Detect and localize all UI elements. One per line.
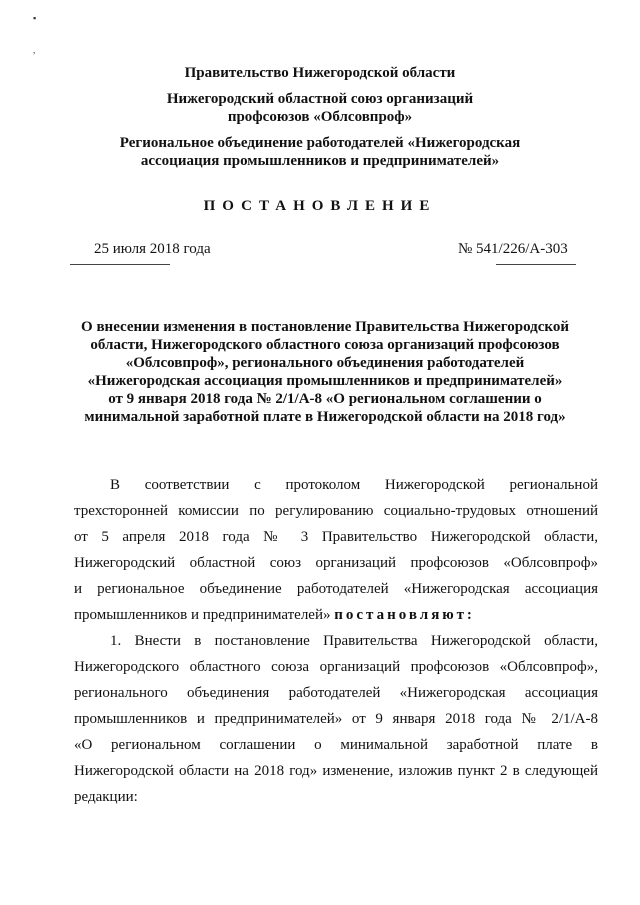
subject-line: от 9 января 2018 года № 2/1/А-8 «О региональном соглашении о xyxy=(108,391,542,407)
subject-line: О внесении изменения в постановление Правительства Нижегородской xyxy=(81,319,569,335)
body-line: Нижегородской области на 2018 год» изменение, изложив пункт 2 в следующей xyxy=(74,763,598,779)
subject-line: минимальной заработной плате в Нижегородской области на 2018 год» xyxy=(84,409,566,425)
header-government: Правительство Нижегородской области xyxy=(184,65,456,81)
body-line: от 5 апреля 2018 года № 3 Правительство Нижегородской области, xyxy=(74,529,598,545)
body-line: 1. Внести в постановление Правительства Нижегородской области, xyxy=(110,633,598,649)
body-line: регионального объединения работодателей «Нижегородская ассоциация xyxy=(74,685,598,701)
body-line-text: промышленников и предпринимателей» xyxy=(74,607,331,623)
body-line: Нижегородского областного союза организаций профсоюзов «Облсовпроф», xyxy=(74,659,598,675)
body-line: и региональное объединение работодателей «Нижегородская ассоциация xyxy=(74,581,598,597)
scan-artifact-mark: , xyxy=(33,45,36,55)
resolution-word: постановляют: xyxy=(334,607,475,623)
document-number: № 541/226/А-303 xyxy=(458,241,568,257)
body-line: В соответствии с протоколом Нижегородской региональной xyxy=(110,477,598,493)
body-line: Нижегородский областной союз организаций профсоюзов «Облсовпроф» xyxy=(74,555,598,571)
body-line: трехсторонней комиссии по регулированию социально-трудовых отношений xyxy=(74,503,598,519)
header-union-line2: профсоюзов «Облсовпроф» xyxy=(227,109,413,125)
body-line: промышленников и предпринимателей» от 9 января 2018 года № 2/1/А-8 xyxy=(74,711,598,727)
header-employers-line1: Региональное объединение работодателей «Нижегородская xyxy=(119,135,521,151)
subject-line: «Нижегородская ассоциация промышленников и предпринимателей» xyxy=(87,373,563,389)
subject-line: области, Нижегородского областного союза организаций профсоюзов xyxy=(90,337,560,353)
body-line: редакции: xyxy=(74,789,138,805)
header-union-line1: Нижегородский областной союз организаций xyxy=(166,91,474,107)
subject-line: «Облсовпроф», регионального объединения работодателей xyxy=(125,355,525,371)
body-line xyxy=(74,606,598,624)
document-date: 25 июля 2018 года xyxy=(94,241,211,257)
number-underline xyxy=(496,264,576,265)
body-line: «О региональном соглашении о минимальной заработной плате в xyxy=(74,737,598,753)
scan-artifact-mark: ▪ xyxy=(33,13,37,23)
header-employers-line2: ассоциация промышленников и предпринимателей» xyxy=(140,153,500,169)
date-underline xyxy=(70,264,170,265)
document-type-title: ПОСТАНОВЛЕНИЕ xyxy=(203,198,437,214)
